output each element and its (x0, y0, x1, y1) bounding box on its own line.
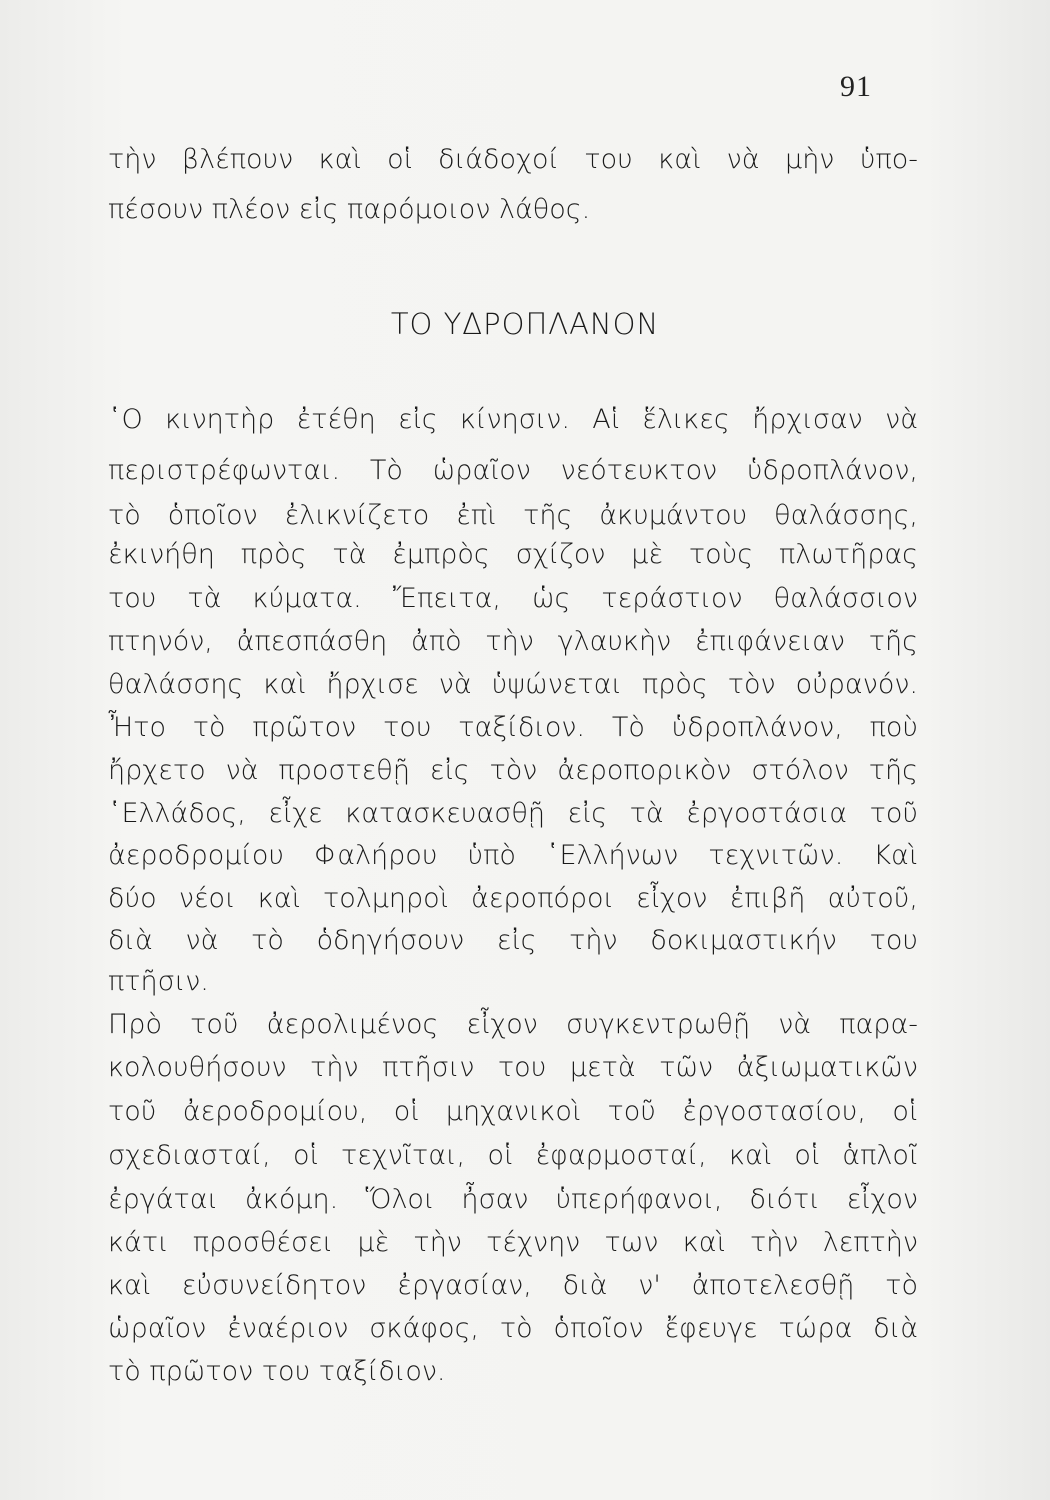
text-line: Πρὸ τοῦ ἀερολιμένος εἶχον συγκεντρωθῇ νὰ παρα- (108, 1009, 918, 1040)
text-line: τὸ ὁποῖον ἐλικνίζετο ἐπὶ τῆς ἀκυμάντου θαλάσσης, (108, 500, 918, 531)
text-line: πτηνόν, ἀπεσπάσθη ἀπὸ τὴν γλαυκὴν ἐπιφάνειαν τῆς (108, 626, 918, 657)
text-line: τὸ πρῶτον του ταξίδιον. (108, 1356, 446, 1387)
text-line: τὴν βλέπουν καὶ οἱ διάδοχοί του καὶ νὰ μὴν ὑπο- (108, 144, 918, 175)
text-line: ἐργάται ἀκόμη. Ὅλοι ἦσαν ὑπερήφανοι, διότι εἶχον (108, 1184, 918, 1215)
text-line: ῾Ο κινητὴρ ἐτέθη εἰς κίνησιν. Αἱ ἕλικες ἤρχισαν νὰ (108, 404, 918, 435)
text-line: κάτι προσθέσει μὲ τὴν τέχνην των καὶ τὴν λεπτὴν (108, 1227, 918, 1258)
text-line: θαλάσσης καὶ ἤρχισε νὰ ὑψώνεται πρὸς τὸν οὐρανόν. (108, 669, 918, 700)
text-line: ἤρχετο νὰ προστεθῇ εἰς τὸν ἀεροπορικὸν στόλον τῆς (108, 755, 918, 786)
text-line: καὶ εὐσυνείδητον ἐργασίαν, διὰ ν' ἀποτελεσθῇ τὸ (108, 1270, 918, 1301)
text-line: πτῆσιν. (108, 966, 209, 997)
text-line: ὡραῖον ἐναέριον σκάφος, τὸ ὁποῖον ἔφευγε τώρα διὰ (108, 1313, 918, 1344)
text-line: ἐκινήθη πρὸς τὰ ἐμπρὸς σχίζον μὲ τοὺς πλωτῆρας (108, 539, 918, 570)
text-line: πέσουν πλέον εἰς παρόμοιον λάθος. (108, 194, 591, 225)
text-line: Ἦτο τὸ πρῶτον του ταξίδιον. Τὸ ὑδροπλάνον, ποὺ (108, 712, 918, 743)
text-line: διὰ νὰ τὸ ὁδηγήσουν εἰς τὴν δοκιμαστικήν του (108, 925, 918, 956)
page-number: 91 (840, 70, 872, 103)
text-line: περιστρέφωνται. Τὸ ὡραῖον νεότευκτον ὑδροπλάνον, (108, 455, 918, 486)
text-line: ῾Ελλάδος, εἶχε κατασκευασθῇ εἰς τὰ ἐργοστάσια τοῦ (108, 798, 918, 829)
text-line: δύο νέοι καὶ τολμηροὶ ἀεροπόροι εἶχον ἐπιβῆ αὐτοῦ, (108, 883, 918, 914)
text-line: κολουθήσουν τὴν πτῆσιν του μετὰ τῶν ἀξιωματικῶν (108, 1052, 918, 1083)
text-line: ἀεροδρομίου Φαλήρου ὑπὸ ῾Ελλήνων τεχνιτῶν. Καὶ (108, 840, 918, 871)
section-title: ΤΟ ΥΔΡΟΠΛΑΝΟΝ (390, 307, 660, 341)
text-line: σχεδιασταί, οἱ τεχνῖται, οἱ ἐφαρμοσταί, καὶ οἱ ἁπλοῖ (108, 1140, 918, 1171)
text-line: τοῦ ἀεροδρομίου, οἱ μηχανικοὶ τοῦ ἐργοστασίου, οἱ (108, 1096, 918, 1127)
text-line: του τὰ κύματα. Ἔπειτα, ὡς τεράστιον θαλάσσιον (108, 583, 918, 614)
